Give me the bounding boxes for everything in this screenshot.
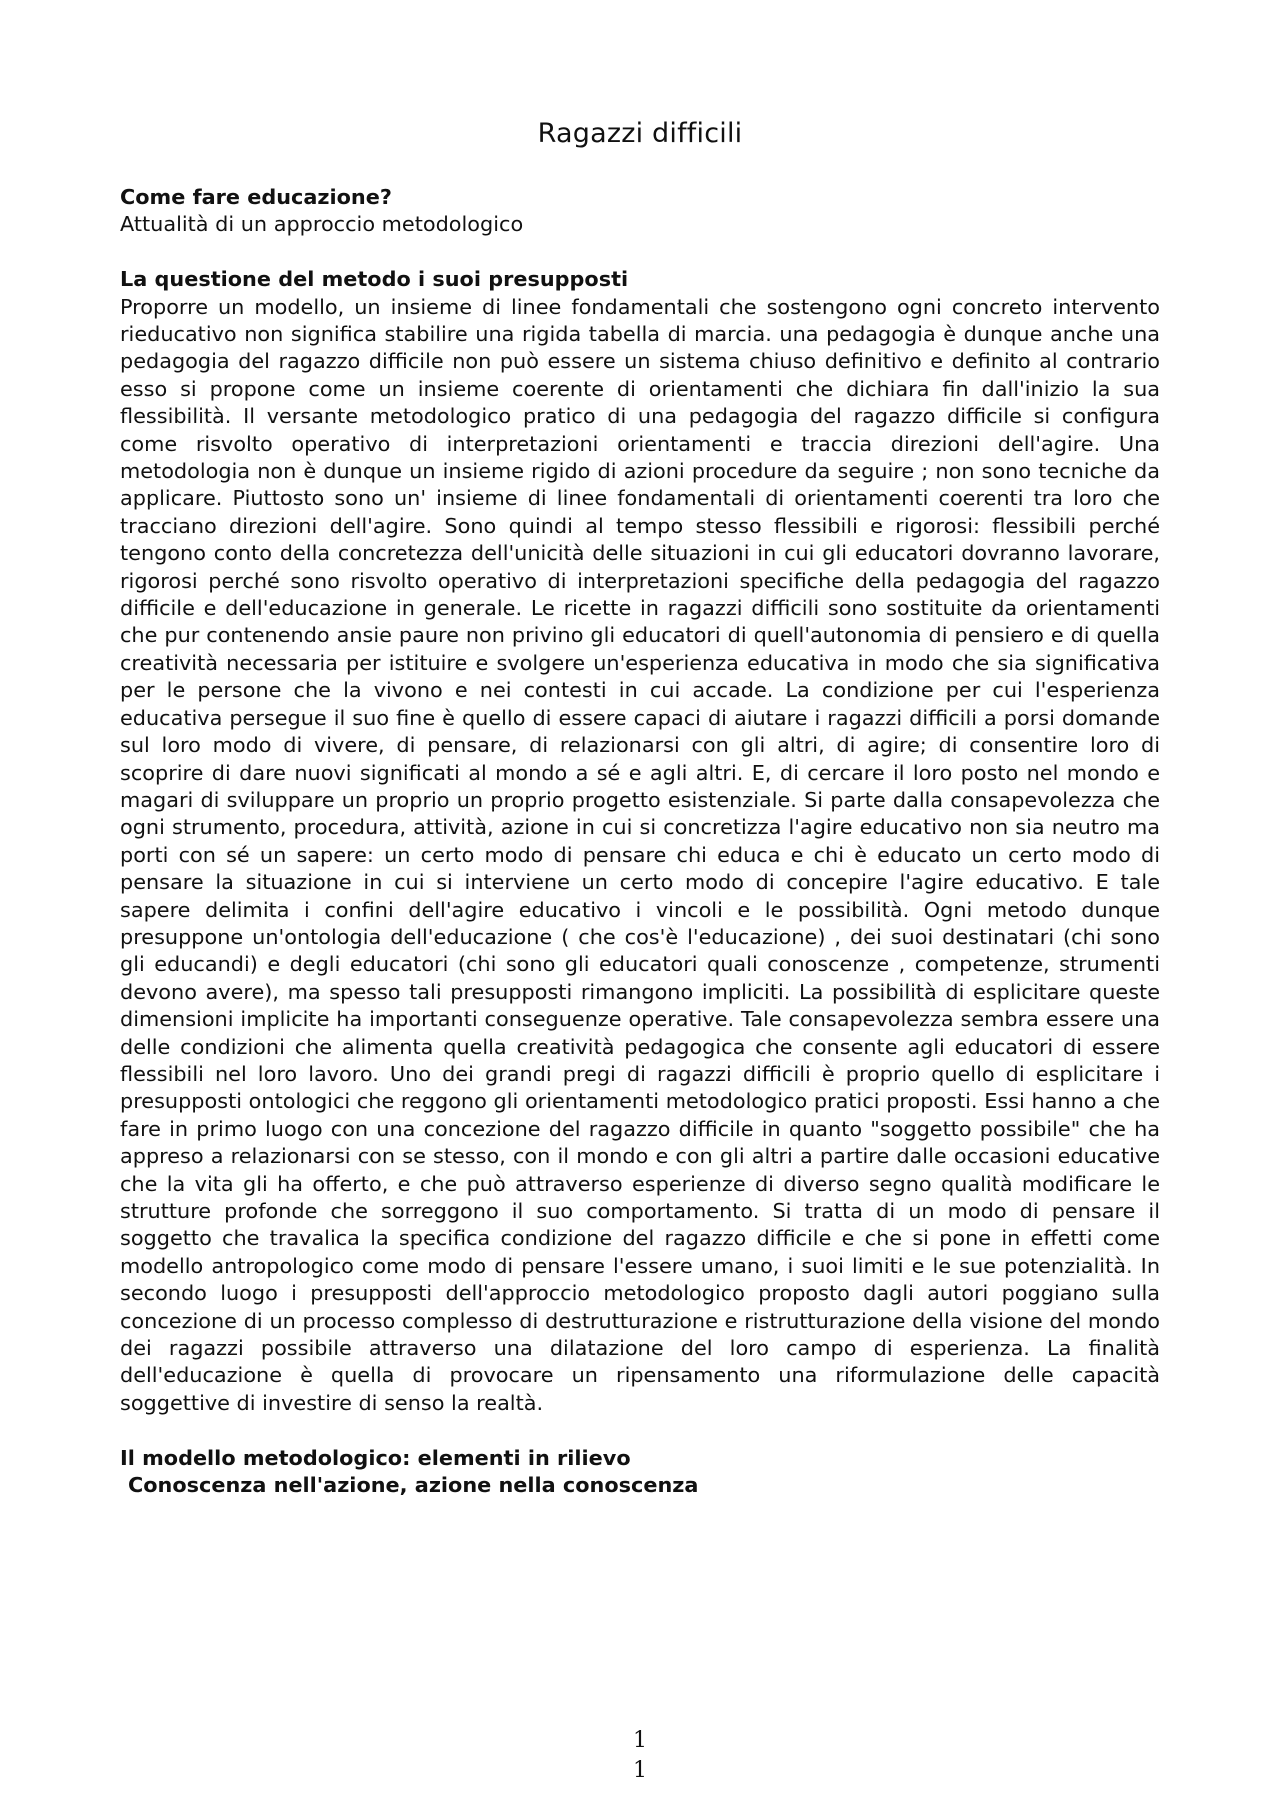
section-heading-modello-metodologico: Il modello metodologico: elementi in rilievo bbox=[120, 1445, 631, 1470]
paragraph-spacer bbox=[120, 239, 1160, 266]
page-number: 1 bbox=[633, 1728, 647, 1753]
body-paragraph: Proporre un modello, un insieme di linee fondamentali che sostengono ogni concreto intervento rieducativo non significa stabilire una rigida tabella di marcia. una pedagogia è dunque anche una pedagogia del ragazzo difficile non può essere un sistema chiuso definitivo e definito al contrario esso si propone come un insieme coerente di orientamenti che dichiara fin dall'inizio la sua flessibilità. Il versante metodologico pratico di una pedagogia del ragazzo difficile si configura come risvolto operativo di interpretazioni orientamenti e traccia direzioni dell'agire. Una metodologia non è dunque un insieme rigido di azioni procedure da seguire ; non sono tecniche da applicare. Piuttosto sono un' insieme di linee fondamentali di orientamenti coerenti tra loro che tracciano direzioni dell'agire. Sono quindi al tempo stesso flessibili e rigorosi: flessibili perché tengono conto della concretezza dell'unicità delle situazioni in cui gli educatori dovranno lavorare, rigorosi perché sono risvolto operativo di interpretazioni specifiche della pedagogia del ragazzo difficile e dell'educazione in generale. Le ricette in ragazzi difficili sono sostituite da orientamenti che pur contenendo ansie paure non privino gli educatori di quell'autonomia di pensiero e di quella creatività necessaria per istituire e svolgere un'esperienza educativa in modo che sia significativa per le persone che la vivono e nei contesti in cui accade. La condizione per cui l'esperienza educativa persegue il suo fine è quello di essere capaci di aiutare i ragazzi difficili a porsi domande sul loro modo di vivere, di pensare, di relazionarsi con gli altri, di agire; di consentire loro di scoprire di dare nuovi significati al mondo a sé e agli altri. E, di cercare il loro posto nel mondo e magari di sviluppare un proprio un proprio progetto esistenziale. Si parte dalla consapevolezza che ogni strumento, procedura, attività, azione in cui si concretizza l'agire educativo non sia neutro ma porti con sé un sapere: un certo modo di pensare chi educa e chi è educato un certo modo di pensare la situazione in cui si interviene un certo modo di concepire l'agire educativo. E tale sapere delimita i confini dell'agire educativo i vincoli e le possibilità. Ogni metodo dunque presuppone un'ontologia dell'educazione ( che cos'è l'educazione) , dei suoi destinatari (chi sono gli educandi) e degli educatori (chi sono gli educatori quali conoscenze , competenze, strumenti devono avere), ma spesso tali presupposti rimangono impliciti. La possibilità di esplicitare queste dimensioni implicite ha importanti conseguenze operative. Tale consapevolezza sembra essere una delle condizioni che alimenta quella creatività pedagogica che consente agli educatori di essere flessibili nel loro lavoro. Uno dei grandi pregi di ragazzi difficili è proprio quello di esplicitare i presupposti ontologici che reggono gli orientamenti metodologico pratici proposti. Essi hanno a che fare in primo luogo con una concezione del ragazzo difficile in quanto "soggetto possibile" che ha appreso a relazionarsi con se stesso, con il mondo e con gli altri a partire dalle occasioni educative che la vita gli ha offerto, e che può attraverso esperienze di diverso segno qualità modificare le strutture profonde che sorreggono il suo comportamento. Si tratta di un modo di pensare il soggetto che travalica la specifica condizione del ragazzo difficile e che si pone in effetti come modello antropologico come modo di pensare l'essere umano, i suoi limiti e le sue potenzialità. In secondo luogo i presupposti dell'approccio metodologico proposto dagli autori poggiano sulla concezione di un processo complesso di destrutturazione e ristrutturazione della visione del mondo dei ragazzi possibile attraverso una dilatazione del loro campo di esperienza. La finalità dell'educazione è quella di provocare un ripensamento una riformulazione delle capacità soggettive di investire di senso la realtà. bbox=[120, 294, 1160, 1415]
paragraph-spacer bbox=[120, 1417, 1160, 1444]
section-subheading-conoscenza: Conoscenza nell'azione, azione nella conoscenza bbox=[128, 1473, 699, 1498]
document-content bbox=[120, 184, 1160, 1499]
section-heading-come-fare-educazione: Come fare educazione? bbox=[120, 185, 392, 209]
section-subheading-attualita: Attualità di un approccio metodologico bbox=[120, 212, 524, 237]
page-number-secondary: 1 bbox=[633, 1758, 647, 1783]
section-heading-questione-metodo: La questione del metodo i suoi presupposti bbox=[120, 267, 629, 292]
document-title: Ragazzi difficili bbox=[537, 118, 743, 149]
page-footer bbox=[0, 1726, 1280, 1786]
